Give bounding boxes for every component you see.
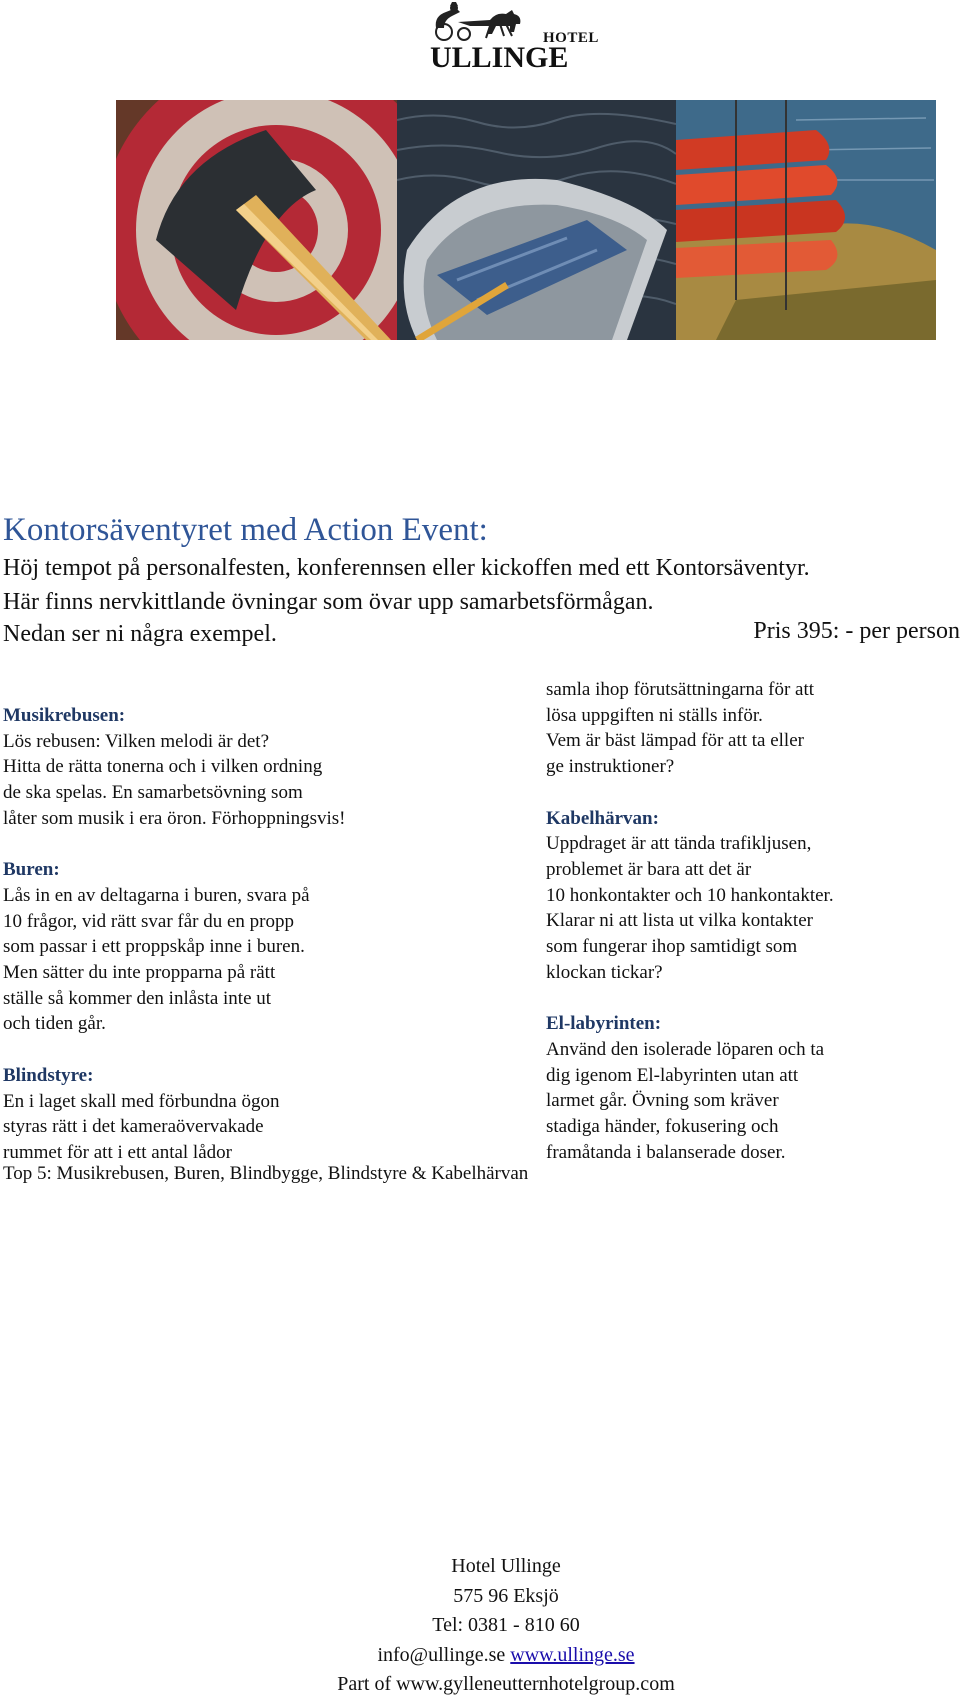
intro-line-3: Nedan ser ni några exempel. bbox=[3, 621, 277, 647]
logo-name-text: ULLINGE bbox=[430, 41, 569, 74]
kabelharvan-line: 10 honkontakter och 10 hankontakter. bbox=[546, 884, 834, 906]
el-labyrinten-title: El-labyrinten: bbox=[546, 1013, 662, 1035]
hotel-logo bbox=[430, 2, 599, 74]
kabelharvan-line: Uppdraget är att tända trafikljusen, bbox=[546, 833, 812, 855]
axe-target-photo bbox=[116, 100, 397, 340]
musikrebusen-line: låter som musik i era öron. Förhoppningsvis! bbox=[3, 807, 346, 829]
footer-email[interactable]: info@ullinge.se bbox=[377, 1643, 506, 1666]
right-column bbox=[546, 677, 834, 1165]
kabelharvan-line: som fungerar ihop samtidigt som bbox=[546, 936, 798, 958]
kabelharvan-line: problemet är bara att det är bbox=[546, 858, 752, 880]
el-labyrinten-line: stadiga händer, fokusering och bbox=[546, 1115, 779, 1137]
intro-line-1: Höj tempot på personalfesten, konferennsen eller kickoffen med ett Kontorsäventyr. bbox=[3, 555, 810, 581]
left-column bbox=[3, 703, 346, 1166]
buren-line: ställe så kommer den inlåsta inte ut bbox=[3, 987, 272, 1009]
musikrebusen-title: Musikrebusen: bbox=[3, 705, 126, 726]
canoes-photo bbox=[676, 100, 936, 340]
blindstyre-line: rummet för att i ett antal lådor bbox=[3, 1141, 232, 1163]
top5-summary: Top 5: Musikrebusen, Buren, Blindbygge, Blindstyre & Kabelhärvan bbox=[3, 1163, 529, 1184]
photo-strip bbox=[116, 100, 936, 340]
buren-line: Men sätter du inte propparna på rätt bbox=[3, 962, 276, 984]
musikrebusen-line: Hitta de rätta tonerna och i vilken ordning bbox=[3, 756, 323, 778]
blindstyre-line: En i laget skall med förbundna ögon bbox=[3, 1090, 280, 1112]
blindstyre-continued-line: Vem är bäst lämpad för att ta eller bbox=[546, 730, 804, 752]
blindstyre-title: Blindstyre: bbox=[3, 1064, 94, 1086]
el-labyrinten-line: Använd den isolerade löparen och ta bbox=[546, 1038, 825, 1060]
blindstyre-continued-line: lösa uppgiften ni ställs inför. bbox=[546, 704, 763, 726]
horse-carriage-icon bbox=[430, 2, 540, 42]
musikrebusen-line: Lös rebusen: Vilken melodi är det? bbox=[3, 730, 270, 752]
el-labyrinten-line: framåtanda i balanserade doser. bbox=[546, 1141, 786, 1163]
footer bbox=[0, 1552, 960, 1700]
rowboat-photo bbox=[397, 100, 676, 340]
blindstyre-line: styras rätt i det kameraövervakade bbox=[3, 1116, 264, 1138]
blindstyre-continued-line: samla ihop förutsättningarna för att bbox=[546, 679, 815, 700]
blindstyre-continued-line: ge instruktioner? bbox=[546, 756, 675, 778]
footer-group: Part of www.gylleneutternhotelgroup.com bbox=[337, 1673, 675, 1696]
kabelharvan-title: Kabelhärvan: bbox=[546, 807, 659, 829]
footer-phone: Tel: 0381 - 810 60 bbox=[432, 1614, 580, 1637]
logo-hotel-text: HOTEL bbox=[543, 30, 599, 46]
el-labyrinten-line: dig igenom El-labyrinten utan att bbox=[546, 1064, 799, 1086]
footer-address: 575 96 Eksjö bbox=[453, 1584, 559, 1607]
buren-line: och tiden går. bbox=[3, 1013, 106, 1035]
page-title: Kontorsäventyret med Action Event: bbox=[3, 512, 488, 548]
buren-line: som passar i ett proppskåp inne i buren. bbox=[3, 936, 305, 958]
el-labyrinten-line: larmet går. Övning som kräver bbox=[546, 1090, 779, 1112]
kabelharvan-line: klockan tickar? bbox=[546, 961, 663, 983]
buren-title: Buren: bbox=[3, 859, 60, 881]
footer-contact-line bbox=[0, 1641, 960, 1671]
kabelharvan-line: Klarar ni att lista ut vilka kontakter bbox=[546, 910, 813, 932]
musikrebusen-line: de ska spelas. En samarbetsövning som bbox=[3, 782, 303, 804]
intro-line-2: Här finns nervkittlande övningar som övar upp samarbetsförmågan. bbox=[3, 589, 654, 615]
footer-website-link[interactable]: www.ullinge.se bbox=[510, 1643, 635, 1666]
footer-hotel-name: Hotel Ullinge bbox=[451, 1555, 561, 1577]
price-label: Pris 395: - per person bbox=[753, 618, 960, 644]
buren-line: Lås in en av deltagarna i buren, svara på bbox=[3, 884, 310, 906]
buren-line: 10 frågor, vid rätt svar får du en propp bbox=[3, 910, 295, 932]
